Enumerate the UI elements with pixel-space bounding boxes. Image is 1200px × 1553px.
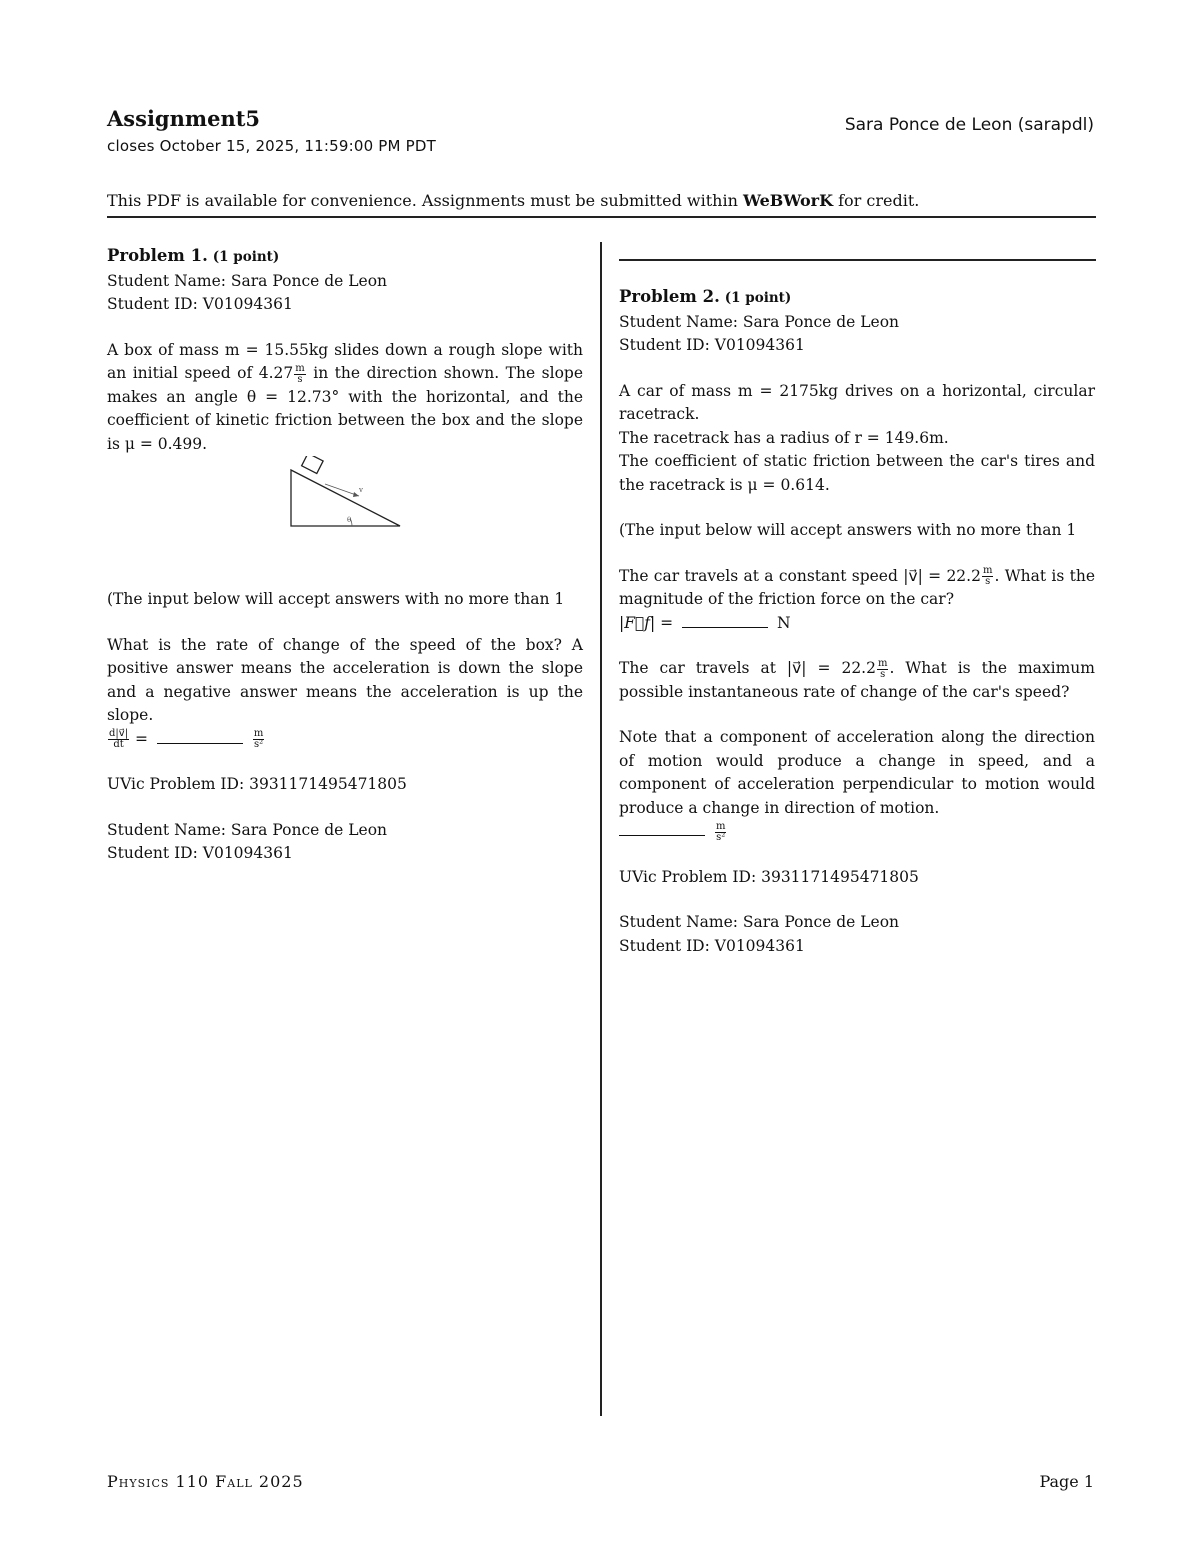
problem-1-statement [107,339,583,457]
problem-2-points: (1 point) [724,290,792,306]
problem-2-text-2: The racetrack has a radius of r = 149.6m. [619,428,949,447]
problem-2-answer-1-row [619,612,1095,636]
slope-diagram [107,456,583,552]
student-header: Sara Ponce de Leon (sarapdl) [844,115,1094,135]
problem-2-heading [619,285,1095,311]
course-footer: Physics 110 Fall 2025 [107,1472,304,1491]
slope-figure-svg [107,456,583,552]
problem-1-points: (1 point) [212,249,280,265]
q1-unit-den: s [985,576,991,587]
problem-2-text-1: A car of mass m = 2175kg drives on a horizontal, circular racetrack. [619,381,1095,423]
problem-2-note: Note that a component of acceleration along the direction of motion would produce a change in speed, and a component of acceleration perpendicular to motion would produce a change in direction of motion. [619,728,1095,817]
speed-unit-num: m [295,362,305,374]
problem-1-footer-name: Student Name: Sara Ponce de Leon [107,820,388,839]
problem-2-answer-2-row [619,820,1095,844]
q2-accel-unit-den: s² [716,831,726,843]
problem-1-label: Problem 1. [107,246,208,265]
q2-text-a: The car travels at |v⃗| = 22.2 [619,659,876,677]
problem-2-answer-1-input[interactable] [682,612,768,628]
problem-1-answer-input[interactable] [157,728,243,744]
problem-2-answer-2-input[interactable] [619,820,705,836]
q1-text-b: . What is the magnitude of the friction force on the car? [619,566,1095,608]
problem-1-input-note: (The input below will accept answers with no more than 1 [107,590,565,608]
problem-2-footer-name: Student Name: Sara Ponce de Leon [619,913,900,931]
svg-text:θ: θ [347,516,352,524]
newton-unit: N [777,613,791,632]
problem-1-footer-id: Student ID: V01094361 [107,844,293,862]
accel-unit-num: m [253,728,264,739]
problem-2-question-2 [619,657,1095,704]
dv-num: d|v⃗| [109,728,129,739]
dv-dt-fraction [108,729,129,750]
page-number: Page 1 [1039,1472,1094,1491]
speed-unit [294,364,305,385]
q2-unit-num: m [877,657,888,669]
column-divider [600,242,602,1416]
speed-unit-den: s [297,373,303,385]
webwork-brand: WeBWorK [742,191,833,210]
problem-1-heading [107,244,583,270]
q2-accel-unit-num: m [715,820,726,832]
problem-1-text-a: A box of mass m = 15.55kg slides down a rough slope with an initial speed of 4.27 [107,340,583,382]
problem-1-student-name: Student Name: Sara Ponce de Leon [107,271,388,290]
problem-2-student-id: Student ID: V01094361 [619,336,805,354]
q2-unit-den: s [880,668,886,680]
problem-1-text-b: in the direction shown. The slope makes an angle θ = 12.73° with the horizontal, and the coefficient of kinetic friction between the box and the slope is μ = 0.499. [107,364,583,453]
q1-unit-num: m [982,565,993,576]
accel-unit [253,729,264,750]
problem-2-label: Problem 2. [619,287,720,306]
problem-1-id: UVic Problem ID: 3931171495471805 [107,775,407,793]
equals-sign: = [135,729,148,748]
q2-accel-unit [715,822,726,843]
accel-unit-den: s² [254,739,264,750]
problem-1 [107,244,583,866]
header-rule [107,216,1096,218]
problem-2-question-1 [619,565,1095,612]
problem-2-footer-id: Student ID: V01094361 [619,936,805,955]
svg-text:v: v [359,486,363,494]
right-column-rule [619,259,1096,261]
problem-2-id: UVic Problem ID: 3931171495471805 [619,867,919,886]
notice-text-after: for credit. [833,191,920,210]
pdf-notice [107,191,919,210]
dt-den: dt [113,739,124,750]
problem-1-student-id: Student ID: V01094361 [107,295,293,313]
q1-text-a: The car travels at a constant speed |v⃗| = 22.2 [619,566,981,585]
problem-1-answer-row [107,728,583,752]
problem-2 [619,285,1095,958]
problem-2-text-3: The coefficient of static friction between the car's tires and the racetrack is μ = 0.614. [619,452,1095,494]
friction-force-label: |F⃗f| = [619,613,674,632]
problem-1-question: What is the rate of change of the speed of the box? A positive answer means the acceleration is down the slope and a negative answer means the acceleration is up the slope. [107,635,583,724]
problem-2-student-name: Student Name: Sara Ponce de Leon [619,312,900,331]
problem-2-input-note: (The input below will accept answers with no more than 1 [619,521,1077,539]
due-date: closes October 15, 2025, 11:59:00 PM PDT [107,137,436,155]
notice-text-before: This PDF is available for convenience. Assignments must be submitted within [107,191,743,210]
q1-speed-unit [982,566,993,587]
assignment-title: Assignment5 [107,106,261,131]
q2-speed-unit [877,659,888,680]
q2-text-b: . What is the maximum possible instantaneous rate of change of the car's speed? [619,659,1095,701]
